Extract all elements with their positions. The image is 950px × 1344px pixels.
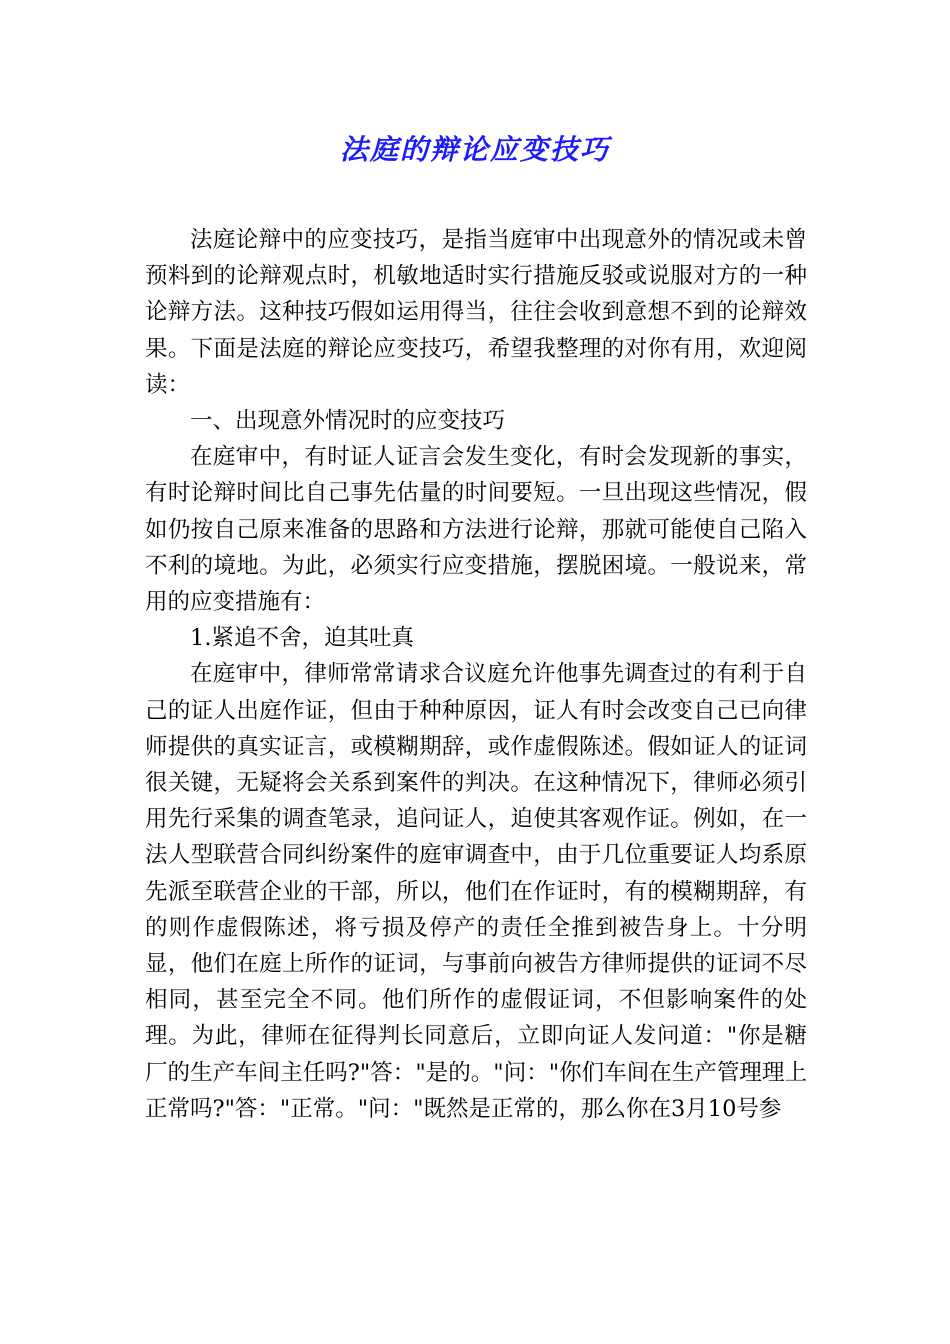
- subheading-1: 1.紧追不舍，迫其吐真: [190, 625, 414, 652]
- document-title: 法庭的辩论应变技巧: [339, 133, 610, 166]
- paragraph-section-1: 在庭审中，有时证人证言会发生变化，有时会发现新的事实，有时论辩时间比自己事先估量的时间要短。一旦出现这些情况，假如仍按自己原来准备的思路和方法进行论辩，那就可能使自己陷入不利的境地。为此，必须实行应变措施，摆脱困境。一般说来，常用的应变措施有：: [145, 444, 807, 616]
- paragraph-example: 在庭审中，律师常常请求合议庭允许他事先调查过的有利于自己的证人出庭作证，但由于种种原因，证人有时会改变自己已向律师提供的真实证言，或模糊期辞，或作虚假陈述。假如证人的证词很关键，无疑将会关系到案件的判决。在这种情况下，律师必须引用先行采集的调查笔录，追问证人，迫使其客观作证。例如，在一法人型联营合同纠纷案件的庭审调查中，由于几位重要证人均系原先派至联营企业的干部，所以，他们在作证时，有的模糊期辞，有的则作虚假陈述，将亏损及停产的责任全推到被告身上。十分明显，他们在庭上所作的证词，与事前向被告方律师提供的证词不尽相同，甚至完全不同。他们所作的虚假证词，不但影响案件的处理。为此，律师在征得判长同意后，立即向证人发问道："你是糖厂的生产车间主任吗?"答："是的。"问："你们车间在生产管理理上正常吗?"答："正常。"问："既然是正常的，那么你在3月10号参: [145, 661, 807, 1122]
- paragraph-intro: 法庭论辩中的应变技巧，是指当庭审中出现意外的情况或未曾预料到的论辩观点时，机敏地适时实行措施反驳或说服对方的一种论辩方法。这种技巧假如运用得当，往往会收到意想不到的论辩效果。下面是法庭的辩论应变技巧，希望我整理的对你有用，欢迎阅读：: [145, 227, 807, 398]
- section-heading-1: 一、出现意外情况时的应变技巧: [190, 408, 506, 435]
- document-body: [145, 222, 807, 1127]
